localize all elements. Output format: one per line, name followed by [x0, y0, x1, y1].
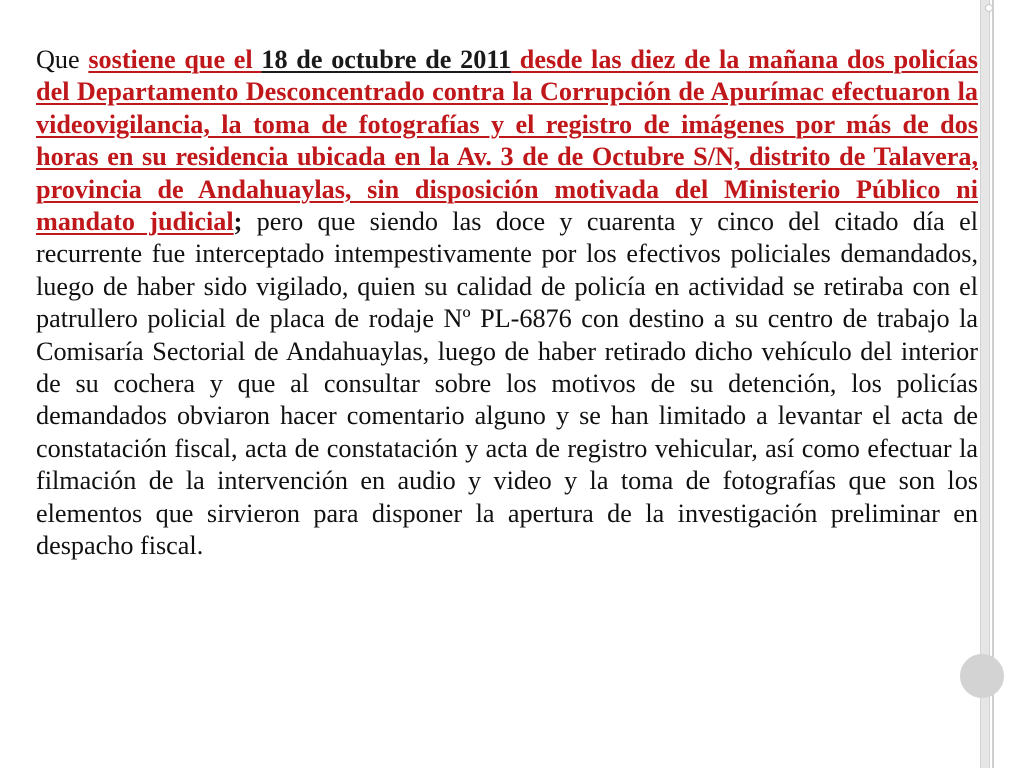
- bottom-decorative-circle: [960, 654, 1004, 698]
- top-decorative-circle: [985, 4, 993, 12]
- body-text: pero que siendo las doce y cuarenta y cinco del citado día el recurrente fue interceptado intempestivamente por los efectivos policiales demandados, luego de haber sido vigilado, quien su calidad de policía en actividad se retiraba con el patrullero policial de placa de rodaje Nº PL-6876 con destino a su centro de trabajo la Comisaría Sectorial de Andahuaylas, luego de haber retirado dicho vehículo del interior de su cochera y que al consultar sobre los motivos de su detención, los policías demandados obviaron hacer comentario alguno y se han limitado a levantar el acta de constatación fiscal, acta de constatación y acta de registro vehicular, así como efectuar la filmación de la intervención en audio y video y la toma de fotografías que son los elementos que sirvieron para disponer la apertura de la investigación preliminar en despacho fiscal.: [36, 207, 978, 561]
- semicolon: ;: [233, 207, 243, 237]
- intro-text: Que: [36, 45, 89, 74]
- right-decorative-rule: [980, 0, 990, 768]
- slide-paragraph: [36, 44, 978, 563]
- highlight-date: 18 de octubre de 2011: [261, 45, 512, 74]
- highlight-text-a: sostiene que el: [88, 45, 262, 74]
- highlight-text-b: desde las diez de la mañana dos policías del Departamento Desconcentrado contra la Corrupción de Apurímac efectuaron la videovigilancia, la toma de fotografías y el registro de imágenes por más de dos horas en su residencia ubicada en la Av. 3 de de Octubre S/N, distrito de Talavera, provincia de Andahuaylas, sin disposición motivada del Ministerio Público ni mandato judicial: [36, 45, 978, 237]
- right-decorative-rule-line: [992, 0, 994, 768]
